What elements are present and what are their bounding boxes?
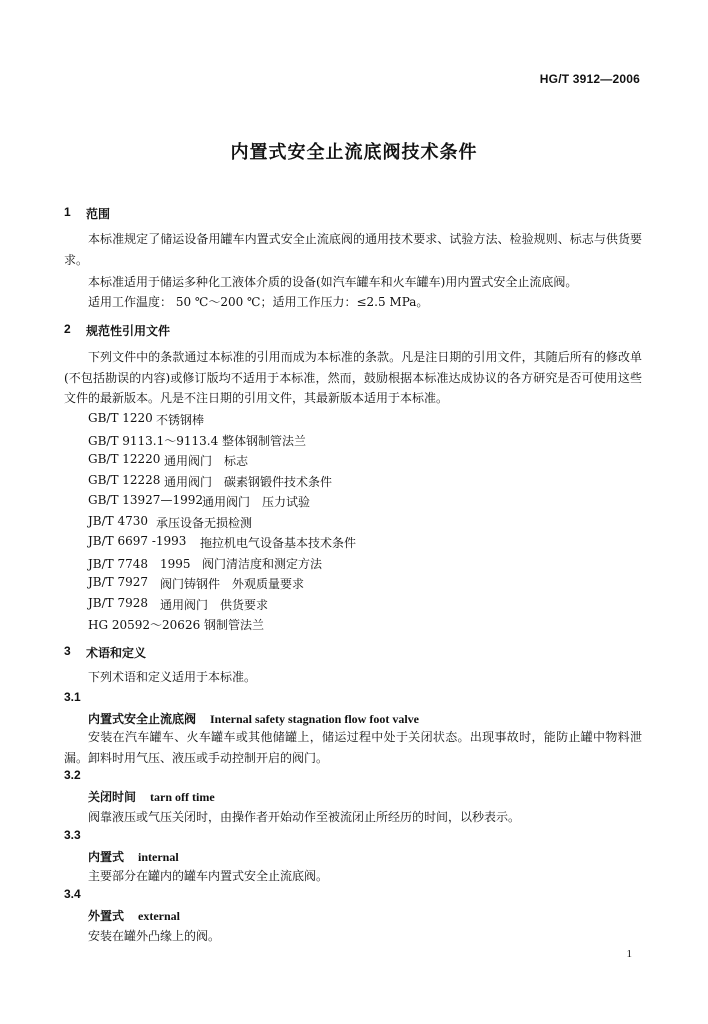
term-definition: 阀靠液压或气压关闭时，由操作者开始动作至被流闭止所经历的时间，以秒表示。 <box>88 810 521 824</box>
term-zh: 关闭时间 <box>88 790 137 804</box>
document-page: HG/T 3912—2006 内置式安全止流底阀技术条件 1 范围 本标准规定了储运设备用罐车内置式安全止流底阀的通用技术要求、试验方法、检验规则、标志与供货要求。 本标准适用于储运多种化工液体介质的设备(如汽车罐车和火车罐车)用内置式安全止流底阀。 适用工作温度： 50 ℃～200 ℃；适用工作压力：≤2.5 MPa。 2 规范性引用文件 下列文件中的条款通过本标准的引用而成为本标准的条款。凡是注日期的引用文件，其随后所有的修改单(不包括勘误的内容)或修订版均不适用于本标准，然而，鼓励根据本标准达成协议的各方研究是否可使用这些文件的最新版本。凡是不注日期的引用文件，其最新版本适用于本标准。 GB/T 1220 不锈钢棒 GB/T 9113.1～9113.4 整体钢制管法兰 GB/T 12220 通用阀门 标志 GB/T 12228 通用阀门 碳素钢锻件技术条件 GB/T 13927—1992 通用阀门 压力试验 JB/T 4730 承压设备无损检测 JB/T 6697 -1993 拖拉机电气设备基本技术条件 JB/T 7748 1995 阀门清洁度和测定方法 JB/T 7927 阀门铸钢件 外观质量要求 JB/T 7928 通用阀门 供货要求 HG 20592～20626 钢制管法兰 3 术语和定义 下列术语和定义适用于本标准。 3.1 内置式安全止流底阀 Internal safety stagnation flow foot valve 安装在汽车罐车、火车罐车或其他储罐上，储运过程中处于关闭状态。出现事故时，能防止罐中物料泄漏。卸料时用气压、液压或手动控制开启的阀门。 3.2 关闭时间 tarn off time 阀靠液压或气压关闭时，由操作者开始动作至被流闭止所经历的时间，以秒表示。 3.3 内置式 internal 主要部分在罐内的罐车内置式安全止流底阀。 3.4 外置式 external 安装在罐外凸缘上的阀。 1 <box>0 0 708 1024</box>
term-entry <box>88 788 215 805</box>
reference-name: 通用阀门 标志 <box>164 454 249 468</box>
term-en: external <box>138 909 180 923</box>
reference-name: 整体钢制管法兰 <box>222 434 307 448</box>
term-definition: 主要部分在罐内的罐车内置式安全止流底阀。 <box>88 869 329 883</box>
term-definition: 安装在罐外凸缘上的阀。 <box>88 929 221 943</box>
clause-number: 3.3 <box>64 828 81 842</box>
section-title: 术语和定义 <box>86 646 147 660</box>
clause-number: 3.1 <box>64 690 81 704</box>
section-number: 3 <box>64 644 71 658</box>
term-zh: 内置式 <box>88 850 125 864</box>
section-number: 2 <box>64 322 71 336</box>
scope-paragraph: 本标准规定了储运设备用罐车内置式安全止流底阀的通用技术要求、试验方法、检验规则、标志与供货要求。 <box>64 232 642 267</box>
reference-name: 阀门铸钢件 外观质量要求 <box>160 577 305 591</box>
reference-name: 阀门清洁度和测定方法 <box>202 557 323 571</box>
scope-conditions: 适用工作温度： 50 ℃～200 ℃；适用工作压力：≤2.5 MPa。 <box>88 295 429 309</box>
terms-intro: 下列术语和定义适用于本标准。 <box>88 670 257 684</box>
reference-name: 通用阀门 碳素钢锻件技术条件 <box>164 475 333 489</box>
document-title: 内置式安全止流底阀技术条件 <box>230 142 478 163</box>
term-definition: 安装在汽车罐车、火车罐车或其他储罐上，储运过程中处于关闭状态。出现事故时，能防止罐中物料泄漏。卸料时用气压、液压或手动控制开启的阀门。 <box>64 730 642 765</box>
section-title: 规范性引用文件 <box>86 324 171 338</box>
reference-name: 通用阀门 压力试验 <box>202 495 311 509</box>
section-title: 范围 <box>86 207 111 221</box>
term-zh: 内置式安全止流底阀 <box>88 712 197 726</box>
term-en: internal <box>138 850 179 864</box>
term-entry <box>88 848 179 865</box>
reference-name: 拖拉机电气设备基本技术条件 <box>200 536 357 550</box>
clause-number: 3.4 <box>64 887 81 901</box>
term-en: tarn off time <box>150 790 215 804</box>
reference-name: 不锈钢棒 <box>156 413 205 427</box>
scope-applicability: 本标准适用于储运多种化工液体介质的设备(如汽车罐车和火车罐车)用内置式安全止流底阀。 <box>88 275 578 289</box>
term-en: Internal safety stagnation flow foot valve <box>210 712 419 726</box>
page-number: 1 <box>626 948 632 960</box>
reference-name: 通用阀门 供货要求 <box>160 598 269 612</box>
clause-number: 3.2 <box>64 768 81 782</box>
section-number: 1 <box>64 205 71 219</box>
term-entry <box>88 710 419 727</box>
term-entry <box>88 907 180 924</box>
reference-name: 承压设备无损检测 <box>156 516 253 530</box>
term-zh: 外置式 <box>88 909 125 923</box>
reference-name: 钢制管法兰 <box>204 618 265 632</box>
standard-code: HG/T 3912—2006 <box>539 72 640 86</box>
normative-paragraph: 下列文件中的条款通过本标准的引用而成为本标准的条款。凡是注日期的引用文件，其随后所有的修改单(不包括勘误的内容)或修订版均不适用于本标准，然而，鼓励根据本标准达成协议的各方研究是否可使用这些文件的最新版本。凡是不注日期的引用文件，其最新版本适用于本标准。 <box>64 350 642 405</box>
